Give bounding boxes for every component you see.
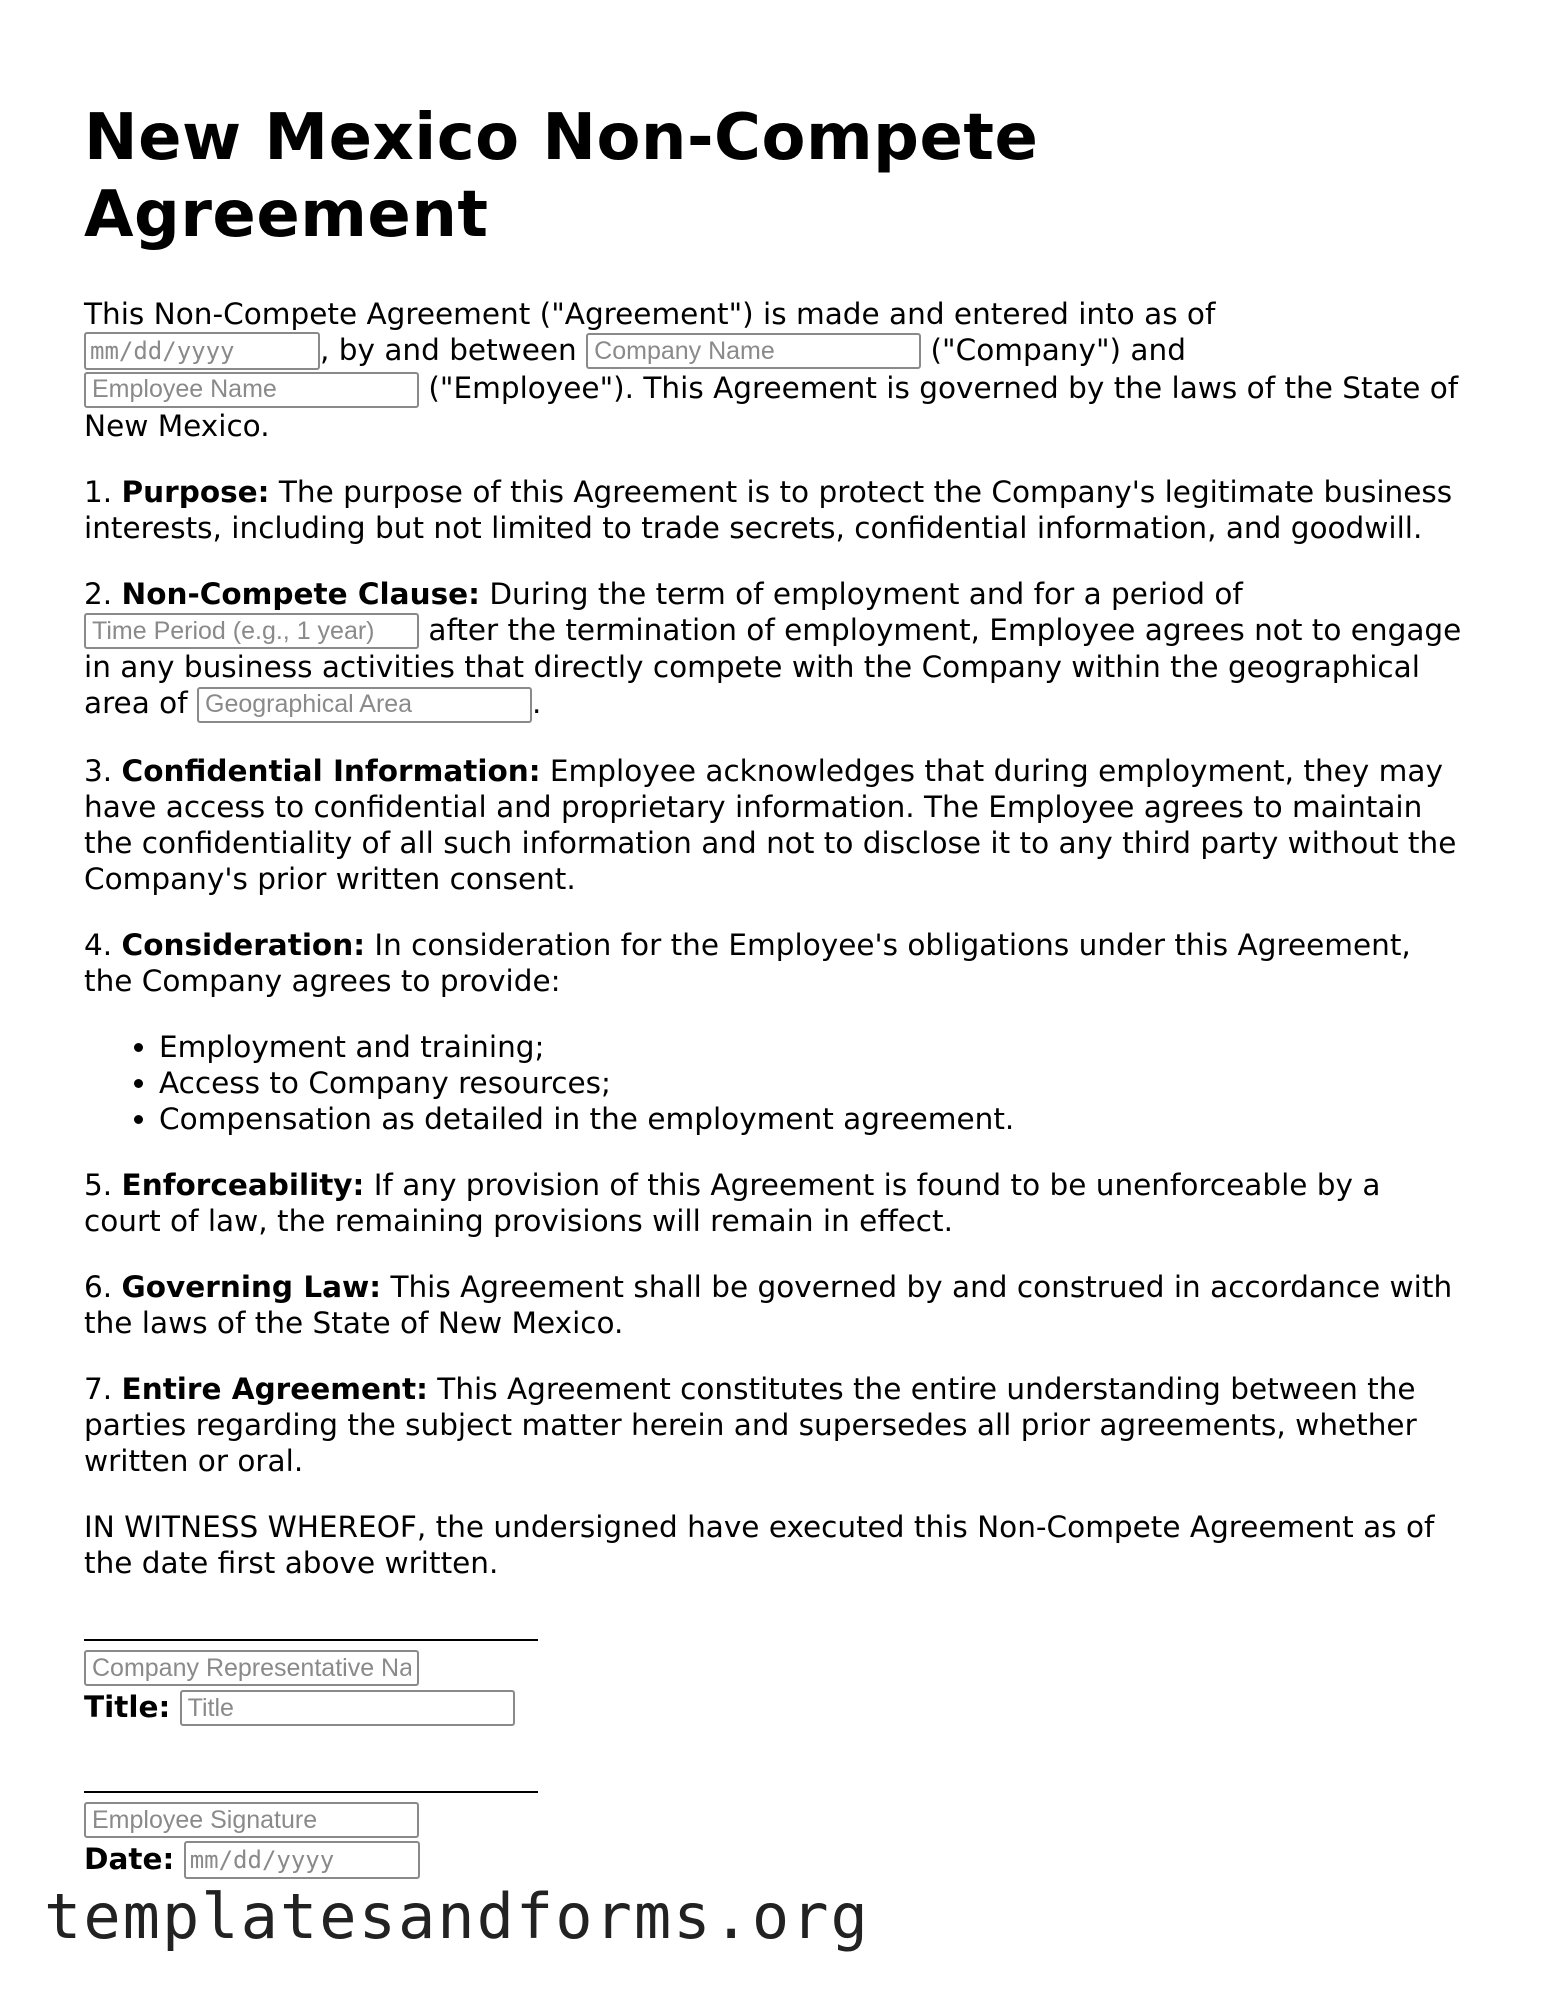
section-confidential-information (84, 753, 1464, 897)
witness-paragraph: IN WITNESS WHEREOF, the undersigned have executed this Non-Compete Agreement as of the date first above written. (84, 1509, 1435, 1580)
section-number: 5. (84, 1167, 113, 1202)
section-heading: Consideration: (121, 927, 365, 962)
section-text: Employee acknowledges that during employment, they may have access to confidential and proprietary information. The Employee agrees to maintain the confidentiality of all such information and not to disclose it to any third party without the Company's prior written consent. (84, 753, 1457, 896)
time-period-input[interactable] (84, 613, 419, 649)
list-item: • Compensation as detailed in the employment agreement. (159, 1101, 1464, 1137)
section-non-compete (84, 576, 1464, 723)
list-item: • Employment and training; (159, 1029, 1464, 1065)
section-number: 7. (84, 1371, 113, 1406)
geographical-area-input[interactable] (197, 687, 532, 723)
document-page (84, 100, 1464, 1879)
section-text: This Agreement constitutes the entire understanding between the parties regarding the subject matter herein and supersedes all prior agreements, whether written or oral. (84, 1371, 1417, 1478)
page-title: New Mexico Non-Compete Agreement (84, 101, 1039, 252)
section-heading: Confidential Information: (121, 753, 541, 788)
list-item: • Access to Company resources; (159, 1065, 1464, 1101)
rep-name-row (84, 1647, 1464, 1687)
section-consideration (84, 927, 1464, 999)
intro-text-2: , by and between (320, 332, 577, 367)
footer-watermark: templatesandforms.org (44, 1880, 870, 1953)
intro-text-3: ("Company") and (930, 332, 1186, 367)
section-number: 4. (84, 927, 113, 962)
section-purpose (84, 474, 1464, 546)
section-text: If any provision of this Agreement is found to be unenforceable by a court of law, the remaining provisions will remain in effect. (84, 1167, 1381, 1238)
signature-line (84, 1791, 538, 1793)
section-text-3: . (532, 686, 542, 721)
employee-name-input[interactable] (84, 372, 419, 408)
intro-text-1: This Non-Compete Agreement ("Agreement") is made and entered into as of (84, 296, 1216, 331)
title-input[interactable] (180, 1690, 515, 1726)
signature-line (84, 1639, 538, 1641)
section-text: This Agreement shall be governed by and construed in accordance with the laws of the State of New Mexico. (84, 1269, 1453, 1340)
section-heading: Purpose: (121, 474, 270, 509)
section-number: 1. (84, 474, 113, 509)
section-entire-agreement (84, 1371, 1464, 1479)
date-label: Date: (84, 1841, 175, 1876)
section-heading: Enforceability: (121, 1167, 365, 1202)
section-number: 3. (84, 753, 113, 788)
section-enforceability (84, 1167, 1464, 1239)
section-text-2: after the termination of employment, Employee agrees not to engage in any business activities that directly compete with the Company within the geographical area of (84, 612, 1462, 721)
section-governing-law (84, 1269, 1464, 1341)
intro-text-4: ("Employee"). This Agreement is governed by the laws of the State of New Mexico. (84, 371, 1459, 443)
employee-signature-input[interactable] (84, 1802, 419, 1838)
signature-date-input[interactable] (184, 1841, 420, 1879)
title-row (84, 1687, 1464, 1727)
intro-paragraph (84, 296, 1464, 444)
section-heading: Entire Agreement: (121, 1371, 428, 1406)
section-number: 6. (84, 1269, 113, 1304)
section-text: The purpose of this Agreement is to protect the Company's legitimate business interests, including but not limited to trade secrets, confidential information, and goodwill. (84, 474, 1453, 545)
section-text-1: During the term of employment and for a period of (489, 576, 1243, 611)
section-text: In consideration for the Employee's obligations under this Agreement, the Company agrees to provide: (84, 927, 1411, 998)
section-number: 2. (84, 576, 113, 611)
title-label: Title: (84, 1689, 171, 1724)
section-heading: Non-Compete Clause: (121, 576, 480, 611)
consideration-list (84, 1029, 1464, 1137)
employee-signature-row (84, 1799, 1464, 1839)
company-signature-block (84, 1639, 1464, 1727)
agreement-date-input[interactable] (84, 332, 320, 370)
section-heading: Governing Law: (121, 1269, 382, 1304)
company-name-input[interactable] (586, 333, 921, 369)
date-row (84, 1839, 1464, 1880)
employee-signature-block (84, 1791, 1464, 1880)
company-representative-name-input[interactable] (84, 1650, 419, 1686)
